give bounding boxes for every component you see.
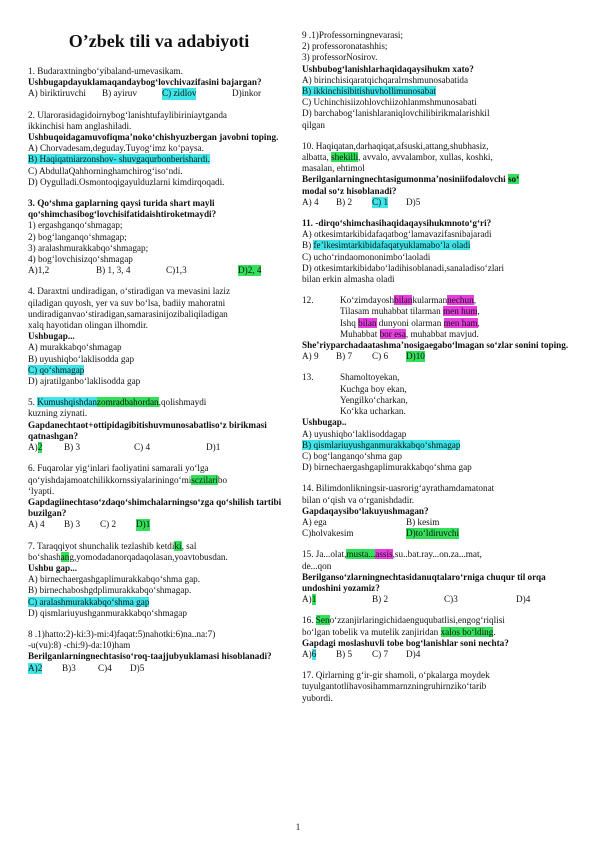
q8-stem-2: -u(vu):8) -chi:9)-da:10)ham: [28, 640, 131, 651]
q17-stem-3: yubordi.: [302, 692, 333, 703]
q11-option-c: C) ucho‘rindaomononimbo‘laoladi: [302, 251, 431, 262]
right-column: [302, 30, 572, 714]
q9-option-d-2: qilgan: [302, 119, 325, 130]
q12-option-a: A) 9: [302, 351, 319, 362]
q12-l3-hl2: men ham: [443, 317, 478, 328]
q11-option-b: [302, 240, 572, 251]
q12-l2-hl: men hum: [443, 306, 478, 317]
left-column: [28, 30, 290, 684]
q4-option-d: D) ajratilganbo‘laklisodda gap: [28, 376, 141, 387]
q10-option-c: C) 1: [372, 196, 389, 207]
q16-option-a-label: A): [302, 648, 312, 659]
q12-num: 12.: [302, 295, 314, 306]
q13-option-b-wrap: [302, 440, 572, 451]
q2-option-b-wrap: [28, 154, 290, 165]
q10-highlight: shekilli: [331, 152, 359, 163]
q7-stem-2b: g,yomodadanorqadaqolasan,yoavtobusdan.: [69, 551, 228, 562]
q8-option-c: C)4: [98, 662, 112, 673]
q12-l1-hl1: bilan: [394, 295, 413, 306]
q3-item-3: 3) aralashmurakkabqo‘shmagap;: [28, 242, 149, 253]
page-title: O’zbek tili va adabiyoti: [68, 31, 250, 51]
q12-l3c: ,: [477, 317, 480, 328]
q10-question-a: Berilganlarningnechtasigumonma’nosiniifodalovchi: [302, 174, 508, 185]
q16-highlight-2: xalos bo‘lding: [440, 626, 494, 637]
q16-option-d: D)4: [406, 648, 421, 659]
q3-options: [28, 265, 290, 276]
q12-l1c: ,: [473, 295, 476, 306]
q17-stem-1: 17. Qirlarning g‘ir-gir shamoli, o‘pkalarga moydek: [302, 670, 490, 681]
q12-options: [302, 351, 572, 362]
q12-option-c: C) 6: [372, 351, 389, 362]
q12-line-2: [302, 306, 572, 317]
q4-option-c-wrap: [28, 365, 290, 376]
q4-stem-1: 4. Daraxtni undiradigan, o‘stiradigan va mevasini laziz: [28, 286, 231, 297]
question-16: [302, 615, 572, 660]
q8-stem-1: 8 .1)hatto:2)-ki:3)-mi:4)faqat:5)nahotki:6)na..na:7): [28, 628, 216, 639]
q16-highlight-1: Sen: [315, 615, 330, 626]
q14-question: Gapdaqaysibo‘lakuyushmagan?: [302, 505, 429, 516]
q6-question: Gapdagiinechtaso‘zdaqo‘shimchalarningso‘zga qo‘shilish tartibi buzilgan?: [28, 496, 282, 519]
q9-option-c: C) Uchinchisiizohlovchiizohlanmshmunosabati: [302, 97, 477, 108]
q12-l3b: dunyoni olarman: [376, 317, 444, 328]
q1-stem: 1. Budaraxtningbo‘yibaland-umevasikam.: [28, 66, 183, 76]
q7-option-c-wrap: [28, 597, 290, 608]
q7-highlight-2: an: [60, 551, 70, 562]
question-5: [28, 397, 290, 453]
q9-item-2: 2) professoronatashhis;: [302, 41, 388, 52]
q7-highlight-1: ki: [174, 540, 182, 551]
q5-option-a-wrap: [28, 442, 64, 453]
q8-options: [28, 663, 290, 674]
q9-option-b-wrap: [302, 86, 572, 97]
q9-item-3: 3) professorNosirov.: [302, 52, 378, 63]
q2-stem-1: 2. Ularorasidagidoirnybog‘lanishtufaylibiriniaytganda: [28, 109, 228, 120]
q12-question: She’riyparchadaatashma’nosigaegabo‘lmagan so‘zlar sonini toping.: [302, 340, 569, 351]
q2-option-c: C) AbdullaQahhorninghamchirog‘iso‘ndi.: [28, 165, 183, 176]
q12-l1b: kularman: [412, 295, 448, 306]
q5-highlight-1: Kumushqishdan: [37, 397, 97, 408]
q6-stem-3: ‘lyapti.: [28, 485, 55, 496]
q3-item-4: 4) bog‘lovchisizqo‘shmagap: [28, 254, 133, 265]
q17-stem-2: tuyulgantotlihavosihammarnzningruhirnziko‘tarib: [302, 681, 487, 692]
q1-option-a: A) biriktiruvchi: [28, 88, 86, 99]
q5-option-d: D)1: [206, 442, 221, 453]
q5-stem-rest: ,qolishmaydi: [158, 397, 207, 408]
q15-option-a: 1: [311, 594, 317, 605]
question-10: [302, 141, 572, 208]
q8-option-d: D)5: [130, 662, 145, 673]
question-14: [302, 483, 572, 539]
q4-stem-3: undiradiganvao‘stiradigan,samarasinijozibaliqiladigan: [28, 308, 228, 319]
q13-line-4: Ko‘kka ucharkan.: [340, 406, 406, 417]
q7-stem-1a: 7. Taraqqiyot shunchalik tezlashib ketdi: [28, 540, 175, 551]
question-4: [28, 286, 290, 387]
q16-options: [302, 649, 572, 660]
q6-options: [28, 519, 290, 530]
q1-option-d: D)inkor: [232, 88, 262, 99]
q1-options: [28, 88, 290, 99]
q6-highlight: sczilari: [191, 474, 218, 485]
q14-option-d: D)to‘ldiruvchi: [406, 528, 460, 539]
q4-stem-4: xalq hayotidan olingan ilhomdir.: [28, 320, 148, 331]
q14-option-c: C)holvakesim: [302, 528, 354, 539]
q15-option-b: B) 2: [372, 594, 389, 605]
q12-line-3: [302, 318, 572, 329]
q8-option-b: B)3: [62, 662, 76, 673]
q5-stem-1: [28, 397, 290, 408]
q13-num: 13.: [302, 372, 314, 383]
q12-line-1: [302, 295, 572, 306]
q4-option-b: B) uyushiqbo‘laklisodda gap: [28, 353, 135, 364]
q13-option-d: D) birnechaergashgaplimurakkabqo‘shma gap: [302, 462, 472, 473]
q7-option-d: D) qismlariuyushganmurakkabqo‘shmagap: [28, 607, 187, 618]
q10-stem-1: 10. Haqiqatan,darhaqiqat,afsuski,attang,shubhasiz,: [302, 140, 489, 151]
q12-l4-hl: bor esa: [379, 328, 406, 339]
q10-question-highlight: so‘: [507, 174, 520, 185]
q3-item-2: 2) bog‘langanqo‘shmagap;: [28, 231, 127, 242]
q9-option-d-1: D) barchabog‘lanishlaraniqlovchilibirikmalarishkil: [302, 108, 490, 119]
question-2: [28, 110, 290, 188]
q6-option-d-wrap: [136, 519, 150, 530]
q13-l1: Shamoltoyekan,: [340, 372, 400, 383]
q2-option-d: D) Oygulladi.Osmontoqigayulduzlarni kimdirqoqadi.: [28, 176, 225, 187]
q7-stem-1: [28, 541, 290, 552]
q6-option-d: D)1: [136, 519, 151, 530]
q15-highlight-1: musta...: [346, 549, 376, 560]
q12-option-d-wrap: [406, 351, 425, 362]
question-1: [28, 66, 290, 100]
q15-question: Berilganso‘zlarningnechtasidanuqtalaro‘rniga chuqur til orqa undoshini yozamiz?: [302, 571, 546, 593]
q7-stem-2: [28, 552, 290, 563]
q12-option-d: D)10: [406, 351, 425, 362]
q7-option-c: C) aralashmurakkabqo‘shma gap: [28, 596, 150, 607]
q12-l1-hl2: nechun: [447, 295, 474, 306]
q10-stem-3: masalan, ehtimol: [302, 163, 365, 174]
q6-stem-2: [28, 475, 290, 486]
q16-stem-1-pre: 16.: [302, 615, 316, 626]
q7-option-b: B) birnechaboshgdplimurakkabqo‘shmagap.: [28, 585, 192, 596]
q13-line-3: Yengilko‘charkan,: [340, 394, 408, 405]
q16-option-c: C) 7: [372, 648, 389, 659]
q11-option-d-1: D) otkesimtarkibidabo‘ladihisoblanadi,sanaladiso‘zlari: [302, 262, 505, 273]
q12-l3a: Ishq: [340, 317, 359, 328]
q15-highlight-2: assis: [375, 549, 393, 560]
q12-line-4: [302, 329, 572, 340]
q16-option-a-wrap: [302, 649, 336, 660]
question-3: [28, 198, 290, 276]
q15-stem-2: de...qon: [302, 560, 332, 571]
q16-question: Gapdagi moslashuvli tobe bog‘lanishlar soni nechta?: [302, 637, 509, 648]
q12-l2b: ,: [477, 306, 480, 317]
question-6: [28, 463, 290, 530]
q11-option-d-2: bilan erkin almasha oladi: [302, 274, 395, 285]
q15-stem-1a: 15. Ja...olat,: [302, 549, 347, 560]
q12-option-b: B) 7: [336, 351, 353, 362]
q14-stem-2: bilan o‘qish va o‘rganishdadir.: [302, 494, 415, 505]
q13-option-a: A) uyushiqbo‘laklisoddagap: [302, 428, 407, 439]
q3-option-d: D)2, 4: [238, 265, 262, 276]
q3-option-a: A)1,2: [28, 265, 50, 276]
question-17: [302, 670, 572, 704]
q10-question-2: modal so‘z hisoblanadi?: [302, 185, 397, 196]
q14-option-a: A) ega: [302, 516, 327, 527]
q10-option-d: D)5: [406, 196, 421, 207]
q5-options: [28, 442, 290, 453]
q11-question: 11. -dirqo‘shimchasihaqidaqaysihukmnoto‘g‘ri?: [302, 218, 492, 229]
q10-option-b: B) 2: [336, 196, 353, 207]
q14-stem-1: 14. Bilimdonlikningsir-uasrorig‘ayrathamdamatonat: [302, 483, 495, 494]
q14-options-row-2: [302, 528, 572, 539]
q8-option-a-wrap: [28, 663, 62, 674]
question-12: [302, 295, 572, 362]
q6-option-b: B) 3: [64, 519, 81, 530]
q7-question: Ushbu gap...: [28, 562, 78, 573]
q2-stem-2: ikkinchisi ham anglashiladi.: [28, 120, 132, 131]
q15-option-a-wrap: [302, 594, 372, 605]
q10-question: [302, 174, 572, 185]
question-15: [302, 549, 572, 605]
question-8: [28, 629, 290, 674]
question-9: [302, 30, 572, 131]
q5-question: Gapdanechtaot+ottipidagibitishuvmunosabatliso‘z birikmasi qatnashgan?: [28, 419, 267, 441]
q3-option-b: B) 1, 3, 4: [96, 265, 131, 276]
q15-options: [302, 594, 572, 605]
q15-stem-1: [302, 549, 572, 560]
q9-option-b: B) ikkinchisibitishuvhollimunosabat: [302, 86, 436, 97]
q5-num: 5.: [28, 397, 35, 408]
q14-options-row-1: [302, 517, 572, 528]
q11-option-b-label: B): [302, 240, 314, 251]
q2-option-b: B) Haqiqatniarzonshov- shuvgaqurbonberishardi.: [28, 154, 210, 165]
q5-stem-2: kuzning ziynati.: [28, 408, 88, 419]
q3-question: 3. Qo‘shma gaplarning qaysi turida shart mayli qo‘shimchasibog‘lovchisifatidaishtiroketmaydi?: [28, 198, 217, 220]
q12-l3-hl1: bilan: [358, 317, 377, 328]
q2-option-a: A) Chorvadesam,deguday.Tuyog‘imz ko‘paysa.: [28, 143, 204, 154]
question-11: [302, 218, 572, 285]
q5-option-c: C) 4: [134, 442, 151, 453]
q16-option-b: B) 5: [336, 648, 353, 659]
q7-stem-2a: bo‘shash: [28, 551, 61, 562]
q15-stem-1b: ,su..bat.ray...on.za...mat,: [392, 549, 482, 560]
q10-option-c-wrap: [372, 197, 406, 208]
q16-option-a: 6: [311, 648, 317, 659]
q15-option-a-label: A): [302, 594, 312, 605]
q6-stem-2a: qo‘yishdajamoatchilikkornssiyalariningo‘mi: [28, 474, 192, 485]
q16-stem-2: [302, 627, 572, 638]
q16-stem-1b: o‘zzanjirlaringichidaenguqubatlisi,engog‘riqlisi: [329, 615, 505, 626]
q4-question: Ushbugap...: [28, 331, 75, 342]
q14-option-d-wrap: [406, 528, 459, 539]
q1-question: Ushbugapdayuklamaqandaybog‘lovchivazifasini bajargan?: [28, 77, 262, 88]
q4-option-c: C) qo‘shmagap: [28, 364, 85, 375]
q16-stem-2a: bo‘lgan tobelik va mutelik zanjiridan: [302, 626, 441, 637]
q6-option-a: A) 4: [28, 519, 45, 530]
q5-option-a-label: A): [28, 442, 38, 453]
q13-question: Ushbugap..: [302, 417, 347, 428]
q13-line-2: Kuchga boy ekan,: [340, 383, 407, 394]
q10-stem-2: [302, 152, 572, 163]
q10-stem-2a: albatta,: [302, 152, 332, 163]
q11-option-b-text: fe’lkesimtarkibidafaqatyuklamabo‘la oladi: [313, 240, 471, 251]
q13-line-1: [302, 372, 572, 383]
q8-option-a: A)2: [28, 662, 43, 673]
q3-option-d-wrap: [238, 265, 261, 276]
question-7: [28, 541, 290, 619]
q16-stem-1: [302, 615, 572, 626]
q13-option-b: B) qismlariuyushganmurakkabqo‘shmagap: [302, 439, 461, 450]
q7-stem-1b: , sal: [181, 540, 197, 551]
q6-option-c: C) 2: [100, 519, 117, 530]
q11-option-a: A) otkesimtarkibidafaqatbog‘lamavazifasnibajaradi: [302, 229, 492, 240]
q6-stem-1: 6. Fuqarolar yig‘inlari faoliyatini samarali yo‘lga: [28, 463, 209, 474]
q13-option-c: C) bog‘langanqo‘shma gap: [302, 450, 403, 461]
q1-option-c-wrap: [162, 88, 232, 99]
page-number: 1: [295, 822, 301, 832]
q15-option-c: C)3: [444, 594, 458, 605]
q12-l2a: Tilasam muhabbat tilarman: [340, 306, 444, 317]
q14-option-b: B) kesim: [406, 516, 440, 527]
question-13: [302, 372, 572, 473]
q9-item-1: 9 .1)Professorningnevarasi;: [302, 30, 404, 40]
q7-option-a: A) birnechaergashgaplimurakkabqo‘shma gap.: [28, 574, 201, 585]
q4-option-a: A) murakkabqo‘shmagap: [28, 342, 122, 353]
q12-l1a: Ko‘zimdayosh: [340, 295, 395, 306]
q15-option-d: D)4: [516, 594, 531, 605]
q9-question: Ushbubog‘lanishlarhaqidaqaysihukm xato?: [302, 63, 474, 74]
q6-stem-2b: bo: [217, 474, 228, 485]
q2-question: Ushbuqoidagamuvofiqma’noko‘chishyuzbergan javobni toping.: [28, 132, 279, 143]
q8-question: Berilganlarningnechtasiso‘roq-taajjubyuklamasi hisoblanadi?: [28, 651, 272, 662]
q5-option-a: 2: [37, 442, 43, 453]
q10-options: [302, 197, 572, 208]
q4-stem-2: qiladigan quyosh, yer va suv bo‘lsa, badiiy mahoratni: [28, 297, 226, 308]
q1-option-c: C) zidlov: [162, 88, 197, 99]
q3-option-c: C)1,3: [166, 265, 187, 276]
q3-item-1: 1) ergashganqo‘shmagap;: [28, 220, 123, 231]
q12-l4a: Muhabbat: [340, 328, 380, 339]
q5-highlight-2: zomradbahordan: [96, 397, 159, 408]
q1-option-b: B) ayiruv: [102, 88, 137, 99]
q16-stem-2b: .: [493, 626, 496, 637]
q9-option-a: A) birinchisiqaratqichqaralrnshmunosabatida: [302, 74, 469, 85]
q10-stem-2b: , avvalo, avvalambor, xullas, koshki,: [358, 152, 493, 163]
q12-l4b: , muhabbat mavjud.: [405, 328, 479, 339]
q10-option-a: A) 4: [302, 196, 319, 207]
q5-option-b: B) 3: [64, 442, 81, 453]
